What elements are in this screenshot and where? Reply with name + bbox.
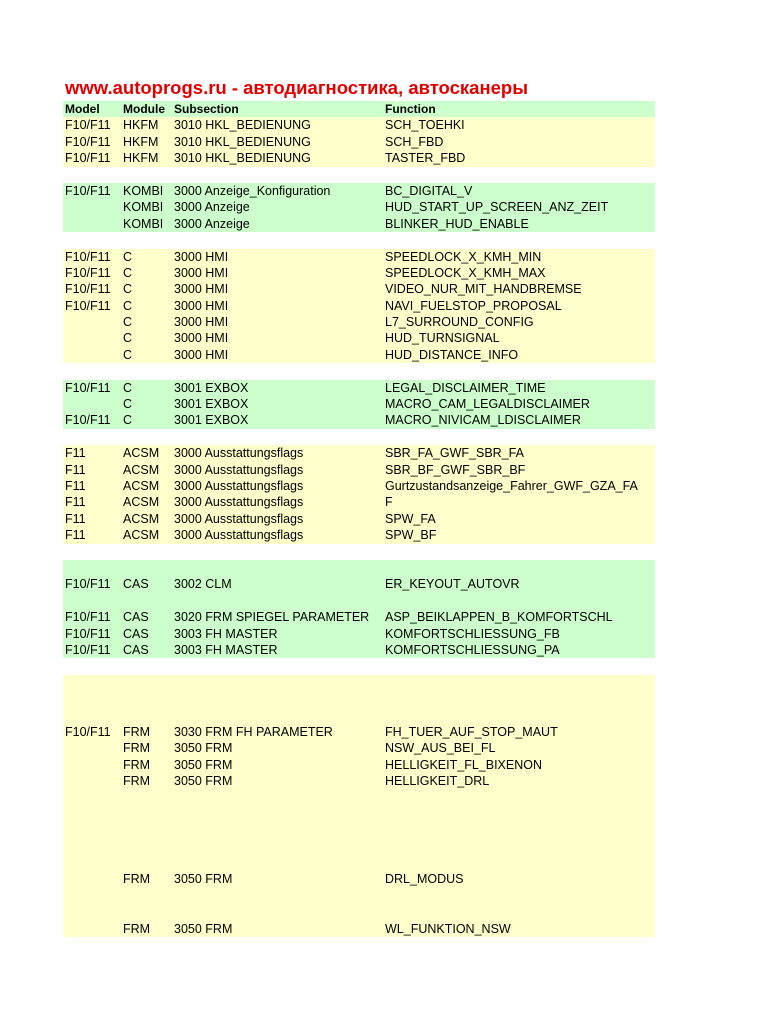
cell-module: HKFM [123, 151, 159, 166]
cell-model: F11 [65, 511, 86, 526]
cell-model: F10/F11 [65, 265, 111, 280]
cell-module: KOMBI [123, 216, 164, 231]
table-row [63, 724, 655, 740]
cell-subsection: 3000 HMI [174, 249, 229, 264]
cell-function: BLINKER_HUD_ENABLE [385, 216, 529, 231]
cell-model: F11 [65, 478, 86, 493]
cell-function: KOMFORTSCHLIESSUNG_FB [385, 626, 560, 641]
table-row [63, 609, 655, 625]
cell-subsection: 3001 EXBOX [174, 397, 249, 412]
cell-module: KOMBI [123, 183, 164, 198]
table-row [63, 298, 655, 314]
cell-module: HKFM [123, 118, 159, 133]
cell-subsection: 3050 FRM [174, 757, 233, 772]
cell-subsection: 3000 Ausstattungsflags [174, 528, 304, 543]
cell-subsection: 3030 FRM FH PARAMETER [174, 724, 333, 739]
table-row [63, 675, 655, 691]
cell-subsection: 3000 HMI [174, 265, 229, 280]
cell-module: HKFM [123, 134, 159, 149]
table-row [63, 921, 655, 937]
cell-function: MACRO_CAM_LEGALDISCLAIMER [385, 397, 590, 412]
table-row [63, 265, 655, 281]
cell-subsection: 3010 HKL_BEDIENUNG [174, 118, 311, 133]
table-row [63, 822, 655, 838]
cell-module: FRM [123, 757, 151, 772]
table-body [63, 117, 655, 937]
cell-module: FRM [123, 741, 151, 756]
cell-module: C [123, 249, 133, 264]
table-row [63, 478, 655, 494]
cell-function: SCH_FBD [385, 134, 444, 149]
cell-module: CAS [123, 610, 149, 625]
table-row [63, 380, 655, 396]
cell-subsection: 3010 HKL_BEDIENUNG [174, 151, 311, 166]
cell-function: TASTER_FBD [385, 151, 466, 166]
table-row [63, 216, 655, 232]
table-row [63, 626, 655, 642]
cell-subsection: 3050 FRM [174, 872, 233, 887]
table-row [63, 167, 655, 183]
table-row [63, 773, 655, 789]
table-header-row [63, 101, 655, 117]
cell-model: F11 [65, 462, 86, 477]
cell-function: SCH_TOEHKI [385, 118, 465, 133]
cell-function: SPW_BF [385, 528, 437, 543]
cell-subsection: 3010 HKL_BEDIENUNG [174, 134, 311, 149]
table-row [63, 658, 655, 674]
cell-subsection: 3050 FRM [174, 741, 233, 756]
cell-model: F10/F11 [65, 610, 111, 625]
cell-subsection: 3000 Anzeige [174, 216, 250, 231]
cell-subsection: 3000 Ausstattungsflags [174, 511, 304, 526]
cell-module: ACSM [123, 462, 160, 477]
table-row [63, 740, 655, 756]
cell-subsection: 3000 Ausstattungsflags [174, 446, 304, 461]
cell-module: ACSM [123, 495, 160, 510]
table-row [63, 757, 655, 773]
cell-module: KOMBI [123, 200, 164, 215]
cell-module: C [123, 413, 133, 428]
table-row [63, 429, 655, 445]
cell-subsection: 3000 HMI [174, 347, 229, 362]
table-row [63, 249, 655, 265]
cell-module: C [123, 315, 133, 330]
table-row [63, 839, 655, 855]
cell-function: ASP_BEIKLAPPEN_B_KOMFORTSCHL [385, 610, 613, 625]
cell-subsection: 3000 Ausstattungsflags [174, 495, 304, 510]
cell-subsection: 3000 HMI [174, 298, 229, 313]
cell-function: SPW_FA [385, 511, 436, 526]
cell-subsection: 3002 CLM [174, 577, 232, 592]
cell-subsection: 3003 FH MASTER [174, 626, 278, 641]
cell-model: F10/F11 [65, 249, 111, 264]
table-row [63, 150, 655, 166]
table-row [63, 232, 655, 248]
cell-model: F10/F11 [65, 282, 111, 297]
cell-function: SBR_FA_GWF_SBR_FA [385, 446, 524, 461]
cell-module: C [123, 380, 133, 395]
cell-module: C [123, 347, 133, 362]
table-row [63, 789, 655, 805]
cell-module: CAS [123, 626, 149, 641]
cell-model: F10/F11 [65, 183, 111, 198]
cell-function: HUD_DISTANCE_INFO [385, 347, 519, 362]
header-module: Module [123, 102, 165, 116]
table-row [63, 412, 655, 428]
cell-model: F10/F11 [65, 642, 111, 657]
cell-module: C [123, 282, 133, 297]
header-subsection: Subsection [174, 102, 239, 116]
cell-module: FRM [123, 724, 151, 739]
cell-function: F [385, 495, 393, 510]
cell-subsection: 3000 Anzeige_Konfiguration [174, 183, 331, 198]
cell-module: FRM [123, 872, 151, 887]
cell-function: VIDEO_NUR_MIT_HANDBREMSE [385, 282, 582, 297]
header-function: Function [385, 102, 436, 116]
cell-model: F10/F11 [65, 118, 111, 133]
page-title: www.autoprogs.ru - автодиагностика, автосканеры [65, 77, 529, 98]
cell-model: F10/F11 [65, 151, 111, 166]
table-row [63, 199, 655, 215]
cell-function: HUD_TURNSIGNAL [385, 331, 500, 346]
cell-function: HELLIGKEIT_DRL [385, 774, 490, 789]
cell-function: KOMFORTSCHLIESSUNG_PA [385, 642, 560, 657]
cell-module: C [123, 397, 133, 412]
table-row [63, 888, 655, 904]
cell-function: Gurtzustandsanzeige_Fahrer_GWF_GZA_FA [385, 478, 638, 493]
table-row [63, 593, 655, 609]
cell-model: F10/F11 [65, 413, 111, 428]
cell-subsection: 3003 FH MASTER [174, 642, 278, 657]
table-row [63, 576, 655, 592]
cell-function: HUD_START_UP_SCREEN_ANZ_ZEIT [385, 200, 609, 215]
cell-function: SPEEDLOCK_X_KMH_MAX [385, 265, 546, 280]
cell-function: FH_TUER_AUF_STOP_MAUT [385, 724, 558, 739]
table-row [63, 396, 655, 412]
table-row [63, 183, 655, 199]
cell-module: C [123, 331, 133, 346]
table-row [63, 527, 655, 543]
cell-function: WL_FUNKTION_NSW [385, 921, 511, 936]
cell-function: SBR_BF_GWF_SBR_BF [385, 462, 526, 477]
table-row [63, 117, 655, 133]
table-row [63, 511, 655, 527]
table-row [63, 691, 655, 707]
cell-subsection: 3050 FRM [174, 921, 233, 936]
table-row [63, 707, 655, 723]
table-row [63, 347, 655, 363]
cell-module: ACSM [123, 446, 160, 461]
table-row [63, 134, 655, 150]
cell-subsection: 3000 HMI [174, 331, 229, 346]
cell-function: MACRO_NIVICAM_LDISCLAIMER [385, 413, 581, 428]
table-row [63, 445, 655, 461]
cell-subsection: 3000 HMI [174, 282, 229, 297]
table-row [63, 314, 655, 330]
cell-module: C [123, 265, 133, 280]
cell-subsection: 3000 HMI [174, 315, 229, 330]
cell-function: SPEEDLOCK_X_KMH_MIN [385, 249, 542, 264]
table-row [63, 281, 655, 297]
cell-model: F11 [65, 495, 86, 510]
cell-function: NAVI_FUELSTOP_PROPOSAL [385, 298, 562, 313]
cell-function: DRL_MODUS [385, 872, 464, 887]
table-row [63, 642, 655, 658]
cell-function: HELLIGKEIT_FL_BIXENON [385, 757, 543, 772]
table-row [63, 363, 655, 379]
table-row [63, 330, 655, 346]
cell-subsection: 3001 EXBOX [174, 413, 249, 428]
cell-model: F10/F11 [65, 577, 111, 592]
table-row [63, 560, 655, 576]
cell-module: CAS [123, 577, 149, 592]
cell-model: F10/F11 [65, 298, 111, 313]
cell-model: F10/F11 [65, 134, 111, 149]
cell-module: FRM [123, 921, 151, 936]
cell-module: FRM [123, 774, 151, 789]
cell-function: L7_SURROUND_CONFIG [385, 315, 534, 330]
cell-model: F11 [65, 446, 86, 461]
table-row [63, 855, 655, 871]
table-row [63, 494, 655, 510]
cell-subsection: 3050 FRM [174, 774, 233, 789]
table-row [63, 544, 655, 560]
cell-subsection: 3001 EXBOX [174, 380, 249, 395]
cell-subsection: 3020 FRM SPIEGEL PARAMETER [174, 610, 370, 625]
cell-function: BC_DIGITAL_V [385, 183, 473, 198]
cell-model: F10/F11 [65, 380, 111, 395]
table-row [63, 462, 655, 478]
cell-module: ACSM [123, 528, 160, 543]
table-row [63, 871, 655, 887]
table-row [63, 806, 655, 822]
cell-subsection: 3000 Ausstattungsflags [174, 478, 304, 493]
cell-model: F10/F11 [65, 724, 111, 739]
cell-model: F10/F11 [65, 626, 111, 641]
cell-function: ER_KEYOUT_AUTOVR [385, 577, 520, 592]
cell-model: F11 [65, 528, 86, 543]
table-row [63, 904, 655, 920]
cell-module: C [123, 298, 133, 313]
header-model: Model [65, 102, 100, 116]
cell-function: NSW_AUS_BEI_FL [385, 741, 496, 756]
cell-module: CAS [123, 642, 149, 657]
cell-subsection: 3000 Ausstattungsflags [174, 462, 304, 477]
cell-module: ACSM [123, 478, 160, 493]
cell-function: LEGAL_DISCLAIMER_TIME [385, 380, 546, 395]
spreadsheet-table [63, 101, 655, 937]
cell-module: ACSM [123, 511, 160, 526]
cell-subsection: 3000 Anzeige [174, 200, 250, 215]
